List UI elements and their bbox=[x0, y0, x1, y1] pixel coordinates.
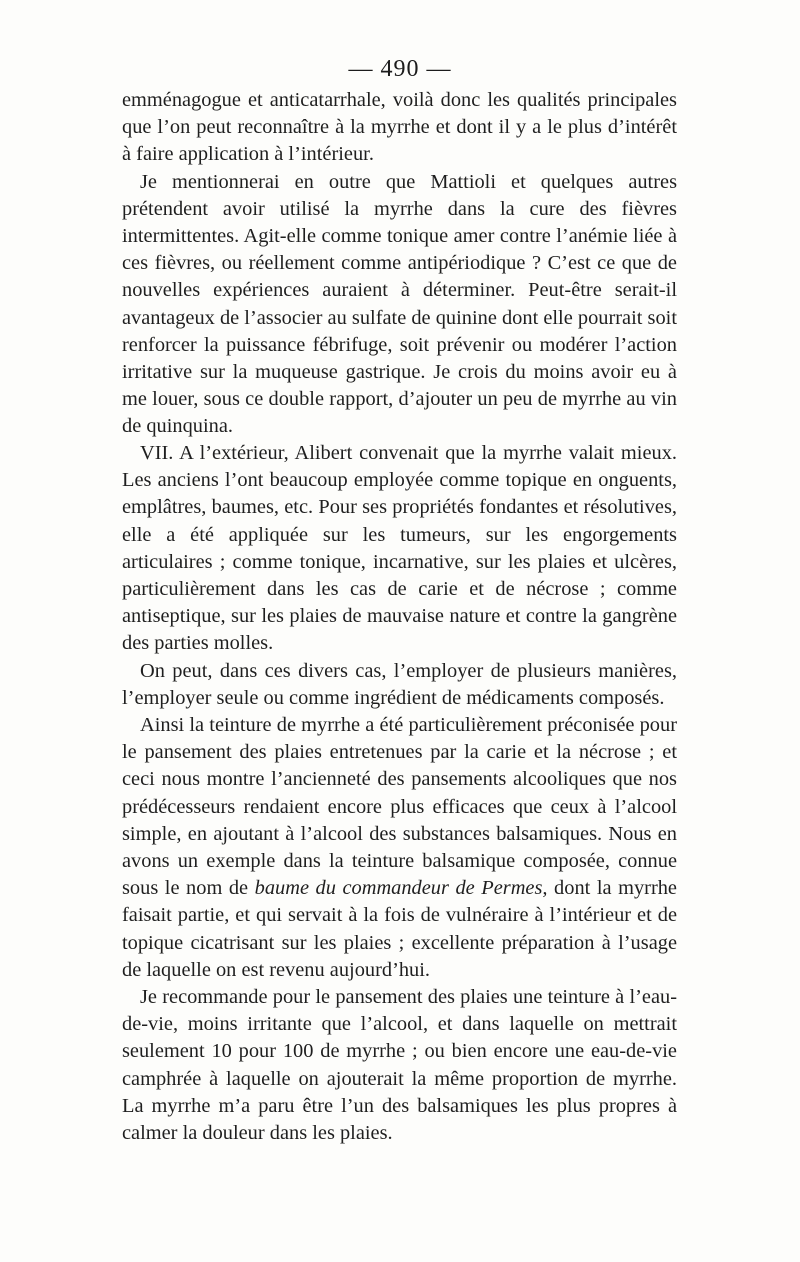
paragraph-mattioli: Je mentionnerai en outre que Mattioli et quelques autres prétendent avoir utilisé la myrrhe dans la cure des fièvres intermittentes. Agit-elle comme tonique amer contre l’anémie liée à ces fièvres, ou réellement comme antipériodique ? C’est ce que de nouvelles expériences auraient à déterminer. Peut-être serait-il avantageux de l’associer au sulfate de quinine dont elle pourrait soit renforcer la puissance fébrifuge, soit prévenir ou modérer l’action irritative sur la muqueuse gastrique. Je crois du moins avoir eu à me louer, sous ce double rapport, d’ajouter un peu de myrrhe au vin de quinquina. bbox=[122, 170, 677, 438]
paragraph-divers-cas: On peut, dans ces divers cas, l’employer de plusieurs manières, l’employer seule ou comme ingrédient de médicaments composés. bbox=[122, 659, 677, 709]
teinture-text-end: dont la myrrhe faisait partie, et qui servait à la fois de vulnéraire à l’intérieur et de topique cicatrisant sur les plaies ; excellente préparation à l’usage de laquelle on est revenu aujourd’hui. bbox=[122, 877, 677, 981]
baume-name-italic: baume du commandeur de Permes, bbox=[254, 877, 548, 900]
page-number: — 490 — bbox=[348, 56, 452, 82]
paragraph-continuation: emménagogue et anticatarrhale, voilà donc les qualités principales que l’on peut reconnaître à la myrrhe et dont il y a le plus d’intérêt à faire application à l’intérieur. bbox=[122, 89, 677, 166]
text-block-continuation bbox=[122, 87, 677, 441]
paragraph-recommandation: Je recommande pour le pansement des plaies une teinture à l’eau-de-vie, moins irritante que l’alcool, et dans laquelle on mettrait seulement 10 pour 100 de myrrhe ; ou bien encore une eau-de-vie camphrée à laquelle on ajouterait la même proportion de myrrhe. La myrrhe m’a paru être l’un des balsamiques les plus propres à calmer la douleur dans les plaies. bbox=[122, 986, 677, 1145]
paragraph-teinture bbox=[122, 712, 677, 984]
paragraph-section-vii: VII. A l’extérieur, Alibert convenait que la myrrhe valait mieux. Les anciens l’ont beaucoup employée comme topique en onguents, emplâtres, baumes, etc. Pour ses propriétés fondantes et résolutives, elle a été appliquée sur les tumeurs, sur les engorgements articulaires ; comme tonique, incarnative, sur les plaies et ulcères, particulièrement dans les cas de carie et de nécrose ; comme antiseptique, sur les plaies de mauvaise nature et contre la gangrène des parties molles. bbox=[122, 442, 677, 655]
teinture-text-start: Ainsi la teinture de myrrhe a été particulièrement préconisée pour le pansement des plaies entretenues par la carie et la nécrose ; et ceci nous montre l’ancienneté des pansements alcooliques que nos prédécesseurs rendaient encore plus efficaces que ceux à l’alcool simple, en ajoutant à l’alcool des substances balsamiques. Nous en avons un exemple dans la teinture balsamique composée, connue sous le nom de bbox=[122, 714, 677, 900]
text-block-section-vii bbox=[122, 440, 677, 1147]
